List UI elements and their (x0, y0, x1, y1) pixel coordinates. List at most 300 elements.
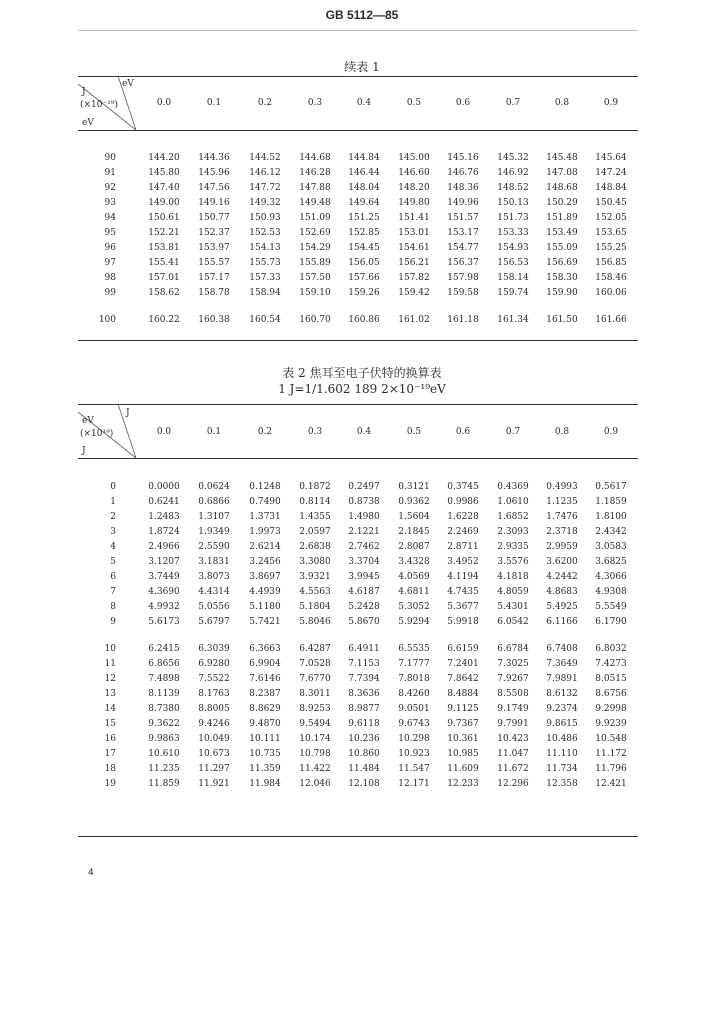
table-row (78, 527, 638, 538)
table-cell: 2.6214 (249, 542, 281, 552)
table-cell: 3.4952 (447, 557, 479, 567)
table-cell: 9.8615 (546, 719, 578, 729)
table-cell: 6.8656 (148, 659, 180, 669)
table2-col-header: 0.2 (257, 427, 273, 437)
table-cell: 150.13 (497, 198, 529, 208)
table-cell: 10.423 (497, 734, 529, 744)
table-cell: 2.3093 (497, 527, 529, 537)
row-label: 93 (104, 198, 116, 208)
table-cell: 159.10 (299, 288, 331, 298)
row-label: 16 (104, 734, 116, 744)
table-cell: 3.9945 (348, 572, 380, 582)
table-cell: 148.20 (398, 183, 430, 193)
table-cell: 4.4314 (198, 587, 230, 597)
table-cell: 10.798 (299, 749, 331, 759)
table-cell: 3.1831 (198, 557, 230, 567)
table-cell: 148.68 (546, 183, 578, 193)
table-row (78, 243, 638, 254)
table-cell: 4.1194 (447, 572, 479, 582)
table-cell: 4.5563 (299, 587, 331, 597)
table-cell: 6.4287 (299, 644, 331, 654)
table-cell: 161.34 (497, 315, 529, 325)
table-cell: 0.8738 (348, 497, 380, 507)
table-cell: 156.05 (348, 258, 380, 268)
table1-corner-left-line2: (×10⁻¹⁹) (80, 100, 118, 110)
table-row (78, 749, 638, 760)
table-cell: 1.0610 (497, 497, 529, 507)
table-cell: 146.60 (398, 168, 430, 178)
table-row (78, 198, 638, 209)
table2-col-header: 0.1 (206, 427, 222, 437)
table-cell: 10.361 (447, 734, 479, 744)
table-cell: 152.53 (249, 228, 281, 238)
table-cell: 7.9267 (497, 674, 529, 684)
table-cell: 147.40 (148, 183, 180, 193)
table-cell: 11.672 (497, 764, 529, 774)
row-label: 100 (98, 315, 116, 325)
table-cell: 7.6770 (299, 674, 331, 684)
table-cell: 11.235 (148, 764, 180, 774)
table2-col-header: 0.7 (505, 427, 521, 437)
table-cell: 12.171 (398, 779, 430, 789)
table-cell: 150.77 (198, 213, 230, 223)
table-cell: 7.6146 (249, 674, 281, 684)
table-cell: 1.6228 (447, 512, 479, 522)
table-cell: 9.7991 (497, 719, 529, 729)
table-cell: 0.0624 (198, 482, 230, 492)
table2-corner-header (78, 404, 136, 458)
table-cell: 2.8087 (398, 542, 430, 552)
row-label: 3 (110, 527, 116, 537)
table-cell: 1.6852 (497, 512, 529, 522)
table-cell: 3.4328 (398, 557, 430, 567)
table-cell: 4.2442 (546, 572, 578, 582)
table-cell: 160.86 (348, 315, 380, 325)
table-cell: 149.64 (348, 198, 380, 208)
table-row (78, 572, 638, 583)
table-cell: 149.48 (299, 198, 331, 208)
table-cell: 157.50 (299, 273, 331, 283)
table1-corner-header (78, 76, 136, 130)
table2-col-header: 0.0 (156, 427, 172, 437)
table-cell: 159.90 (546, 288, 578, 298)
table-cell: 150.45 (595, 198, 627, 208)
table-cell: 3.3080 (299, 557, 331, 567)
table2-col-header: 0.8 (554, 427, 570, 437)
table-cell: 160.38 (198, 315, 230, 325)
table-cell: 157.82 (398, 273, 430, 283)
table-row (78, 153, 638, 164)
table-cell: 3.0583 (595, 542, 627, 552)
table1-corner-top-right: eV (122, 79, 134, 89)
table-row (78, 659, 638, 670)
row-label: 92 (104, 183, 116, 193)
table-cell: 10.486 (546, 734, 578, 744)
table-cell: 11.484 (348, 764, 380, 774)
table2-corner-top-right: J (126, 408, 130, 418)
table-cell: 8.8005 (198, 704, 230, 714)
table-row (78, 315, 638, 326)
row-label: 8 (110, 602, 116, 612)
table-cell: 0.3121 (398, 482, 430, 492)
table-cell: 158.30 (546, 273, 578, 283)
table-cell: 0.6866 (198, 497, 230, 507)
table-cell: 4.7435 (447, 587, 479, 597)
table-cell: 157.01 (148, 273, 180, 283)
table-cell: 158.62 (148, 288, 180, 298)
table-cell: 0.1248 (249, 482, 281, 492)
table-cell: 0.9986 (447, 497, 479, 507)
table-cell: 6.3039 (198, 644, 230, 654)
table-cell: 6.1790 (595, 617, 627, 627)
table-cell: 2.4342 (595, 527, 627, 537)
table-cell: 7.5522 (198, 674, 230, 684)
table-cell: 157.66 (348, 273, 380, 283)
table-cell: 156.37 (447, 258, 479, 268)
table-cell: 147.24 (595, 168, 627, 178)
table1-col-header: 0.5 (406, 98, 422, 108)
table-cell: 157.33 (249, 273, 281, 283)
table-cell: 4.6187 (348, 587, 380, 597)
row-label: 10 (104, 644, 116, 654)
table-cell: 3.8697 (249, 572, 281, 582)
row-label: 1 (110, 497, 116, 507)
table-cell: 2.9959 (546, 542, 578, 552)
row-label: 7 (110, 587, 116, 597)
table-cell: 147.88 (299, 183, 331, 193)
table-cell: 144.52 (249, 153, 281, 163)
table-cell: 151.09 (299, 213, 331, 223)
table-cell: 5.7421 (249, 617, 281, 627)
table-cell: 2.8711 (447, 542, 479, 552)
table-cell: 9.4870 (249, 719, 281, 729)
row-label: 5 (110, 557, 116, 567)
table-cell: 7.9891 (546, 674, 578, 684)
table-row (78, 602, 638, 613)
table-row (78, 764, 638, 775)
table-cell: 148.36 (447, 183, 479, 193)
table1-col-header: 0.0 (156, 98, 172, 108)
table-cell: 154.13 (249, 243, 281, 253)
table2-caption: 表 2 焦耳至电子伏特的换算表 (282, 366, 442, 380)
table-cell: 1.1859 (595, 497, 627, 507)
table1-col-header: 0.3 (307, 98, 323, 108)
table-cell: 145.96 (198, 168, 230, 178)
table-cell: 10.923 (398, 749, 430, 759)
table-cell: 5.4925 (546, 602, 578, 612)
table-cell: 4.8683 (546, 587, 578, 597)
table-cell: 4.3066 (595, 572, 627, 582)
table-row (78, 512, 638, 523)
table-cell: 10.735 (249, 749, 281, 759)
table-cell: 10.174 (299, 734, 331, 744)
row-label: 15 (104, 719, 116, 729)
table-cell: 2.0597 (299, 527, 331, 537)
table-cell: 11.984 (249, 779, 281, 789)
table-cell: 3.7449 (148, 572, 180, 582)
table-cell: 0.4993 (546, 482, 578, 492)
row-label: 0 (110, 482, 116, 492)
table-cell: 5.3052 (398, 602, 430, 612)
table2-corner-left-line2: (×10¹⁹) (80, 429, 114, 439)
table-cell: 145.16 (447, 153, 479, 163)
table2-top-rule (78, 404, 638, 405)
table2-col-header: 0.6 (455, 427, 471, 437)
table-cell: 4.0569 (398, 572, 430, 582)
table-cell: 155.41 (148, 258, 180, 268)
table-cell: 11.734 (546, 764, 578, 774)
table-cell: 154.61 (398, 243, 430, 253)
table-cell: 158.94 (249, 288, 281, 298)
table-row (78, 587, 638, 598)
row-label: 19 (104, 779, 116, 789)
table-cell: 7.1153 (348, 659, 380, 669)
table-cell: 11.422 (299, 764, 331, 774)
table-cell: 158.46 (595, 273, 627, 283)
table-cell: 4.1818 (497, 572, 529, 582)
table-cell: 7.2401 (447, 659, 479, 669)
table-cell: 9.7367 (447, 719, 479, 729)
table-cell: 0.3745 (447, 482, 479, 492)
table-cell: 7.1777 (398, 659, 430, 669)
table-cell: 5.5549 (595, 602, 627, 612)
table-cell: 12.046 (299, 779, 331, 789)
table-row (78, 288, 638, 299)
table-cell: 160.70 (299, 315, 331, 325)
table-cell: 9.1749 (497, 704, 529, 714)
table-cell: 8.8629 (249, 704, 281, 714)
table-cell: 152.05 (595, 213, 627, 223)
table-cell: 4.9932 (148, 602, 180, 612)
row-label: 14 (104, 704, 116, 714)
table-cell: 150.29 (546, 198, 578, 208)
table-cell: 5.9294 (398, 617, 430, 627)
table-cell: 155.09 (546, 243, 578, 253)
table-cell: 1.3731 (249, 512, 281, 522)
table-cell: 161.02 (398, 315, 430, 325)
table-cell: 151.73 (497, 213, 529, 223)
table-cell: 0.5617 (595, 482, 627, 492)
table-cell: 9.1125 (447, 704, 479, 714)
table1-header-rule (78, 130, 638, 131)
table-cell: 146.12 (249, 168, 281, 178)
table-cell: 6.6159 (447, 644, 479, 654)
table-cell: 153.65 (595, 228, 627, 238)
table-cell: 6.2415 (148, 644, 180, 654)
row-label: 91 (104, 168, 116, 178)
table-cell: 152.21 (148, 228, 180, 238)
table-cell: 8.4884 (447, 689, 479, 699)
table-cell: 2.3718 (546, 527, 578, 537)
table-cell: 7.4273 (595, 659, 627, 669)
table-row (78, 674, 638, 685)
table-cell: 155.73 (249, 258, 281, 268)
table-cell: 1.7476 (546, 512, 578, 522)
table-cell: 147.08 (546, 168, 578, 178)
table-row (78, 168, 638, 179)
table-cell: 2.1845 (398, 527, 430, 537)
table-cell: 1.2483 (148, 512, 180, 522)
row-label: 90 (104, 153, 116, 163)
row-label: 11 (104, 659, 116, 669)
table-cell: 156.21 (398, 258, 430, 268)
table-row (78, 719, 638, 730)
table-cell: 5.3677 (447, 602, 479, 612)
table1-col-header: 0.1 (206, 98, 222, 108)
table-cell: 5.0556 (198, 602, 230, 612)
table-cell: 148.04 (348, 183, 380, 193)
table-cell: 153.33 (497, 228, 529, 238)
table-cell: 2.7462 (348, 542, 380, 552)
table-cell: 9.2998 (595, 704, 627, 714)
table-cell: 7.4898 (148, 674, 180, 684)
page-number: 4 (88, 868, 94, 878)
table-cell: 153.81 (148, 243, 180, 253)
row-label: 96 (104, 243, 116, 253)
table-cell: 151.25 (348, 213, 380, 223)
table-cell: 152.37 (198, 228, 230, 238)
table-cell: 8.5508 (497, 689, 529, 699)
table-cell: 146.28 (299, 168, 331, 178)
table-cell: 5.6173 (148, 617, 180, 627)
table1-col-header: 0.6 (455, 98, 471, 108)
table-cell: 156.69 (546, 258, 578, 268)
table-cell: 154.45 (348, 243, 380, 253)
table-cell: 5.1180 (249, 602, 281, 612)
table-cell: 155.25 (595, 243, 627, 253)
table-cell: 4.8059 (497, 587, 529, 597)
table-cell: 159.74 (497, 288, 529, 298)
table-cell: 2.4966 (148, 542, 180, 552)
table2-subcaption: 1 J=1/1.602 189 2×10⁻¹⁹eV (278, 382, 446, 396)
table-cell: 8.6132 (546, 689, 578, 699)
table-cell: 161.66 (595, 315, 627, 325)
table-cell: 144.68 (299, 153, 331, 163)
table-cell: 151.57 (447, 213, 479, 223)
table-row (78, 557, 638, 568)
row-label: 17 (104, 749, 116, 759)
row-label: 12 (104, 674, 116, 684)
table-cell: 1.8100 (595, 512, 627, 522)
table-cell: 0.7490 (249, 497, 281, 507)
table-cell: 3.3704 (348, 557, 380, 567)
table-cell: 155.89 (299, 258, 331, 268)
table-cell: 8.9877 (348, 704, 380, 714)
table-cell: 1.8724 (148, 527, 180, 537)
table-cell: 144.36 (198, 153, 230, 163)
table-cell: 151.89 (546, 213, 578, 223)
table-cell: 148.52 (497, 183, 529, 193)
table-cell: 7.8642 (447, 674, 479, 684)
table-cell: 9.0501 (398, 704, 430, 714)
table-cell: 6.8032 (595, 644, 627, 654)
table-cell: 160.06 (595, 288, 627, 298)
table-cell: 6.9904 (249, 659, 281, 669)
table-cell: 9.6118 (348, 719, 380, 729)
table-row (78, 734, 638, 745)
table1-caption: 续表 1 (344, 60, 380, 74)
table-cell: 8.2387 (249, 689, 281, 699)
table-row (78, 228, 638, 239)
table-row (78, 617, 638, 628)
table-cell: 5.6797 (198, 617, 230, 627)
table2-col-header: 0.9 (603, 427, 619, 437)
table-cell: 3.9321 (299, 572, 331, 582)
standard-number: GB 5112—85 (325, 8, 399, 22)
table-cell: 11.609 (447, 764, 479, 774)
table-cell: 10.673 (198, 749, 230, 759)
table-cell: 6.3663 (249, 644, 281, 654)
table-cell: 3.8073 (198, 572, 230, 582)
row-label: 94 (104, 213, 116, 223)
table-cell: 7.8018 (398, 674, 430, 684)
table-cell: 6.6784 (497, 644, 529, 654)
table1-top-rule (78, 76, 638, 77)
table-cell: 9.2374 (546, 704, 578, 714)
table-cell: 11.859 (148, 779, 180, 789)
row-label: 13 (104, 689, 116, 699)
table1-col-header: 0.9 (603, 98, 619, 108)
table-cell: 156.53 (497, 258, 529, 268)
table-cell: 10.111 (249, 734, 281, 744)
row-label: 4 (110, 542, 116, 552)
table-cell: 6.0542 (497, 617, 529, 627)
table-cell: 9.4246 (198, 719, 230, 729)
table-cell: 3.2456 (249, 557, 281, 567)
table1-col-header: 0.4 (356, 98, 372, 108)
table-cell: 9.5494 (299, 719, 331, 729)
table-row (78, 482, 638, 493)
table-cell: 145.48 (546, 153, 578, 163)
table-cell: 11.047 (497, 749, 529, 759)
table-cell: 159.42 (398, 288, 430, 298)
table-cell: 145.64 (595, 153, 627, 163)
table-row (78, 689, 638, 700)
table-cell: 6.7408 (546, 644, 578, 654)
table-cell: 10.236 (348, 734, 380, 744)
table-cell: 1.5604 (398, 512, 430, 522)
table-cell: 5.4301 (497, 602, 529, 612)
table-cell: 8.1763 (198, 689, 230, 699)
table-cell: 11.110 (546, 749, 578, 759)
table1-corner-left-line1: J (82, 87, 86, 97)
table-cell: 153.97 (198, 243, 230, 253)
table-cell: 9.9239 (595, 719, 627, 729)
table-cell: 7.3649 (546, 659, 578, 669)
table-cell: 4.3690 (148, 587, 180, 597)
row-label: 6 (110, 572, 116, 582)
table-cell: 148.84 (595, 183, 627, 193)
table-cell: 149.16 (198, 198, 230, 208)
table-cell: 160.54 (249, 315, 281, 325)
table-row (78, 183, 638, 194)
table-cell: 4.9308 (595, 587, 627, 597)
table-cell: 8.7380 (148, 704, 180, 714)
table-cell: 8.9253 (299, 704, 331, 714)
table-cell: 5.8670 (348, 617, 380, 627)
table-cell: 11.297 (198, 764, 230, 774)
table-cell: 10.049 (198, 734, 230, 744)
table-cell: 159.26 (348, 288, 380, 298)
table-cell: 145.80 (148, 168, 180, 178)
table-cell: 3.1207 (148, 557, 180, 567)
table-cell: 146.76 (447, 168, 479, 178)
table-cell: 158.14 (497, 273, 529, 283)
table-cell: 11.172 (595, 749, 627, 759)
table-cell: 11.359 (249, 764, 281, 774)
table1-col-header: 0.7 (505, 98, 521, 108)
table-cell: 10.298 (398, 734, 430, 744)
